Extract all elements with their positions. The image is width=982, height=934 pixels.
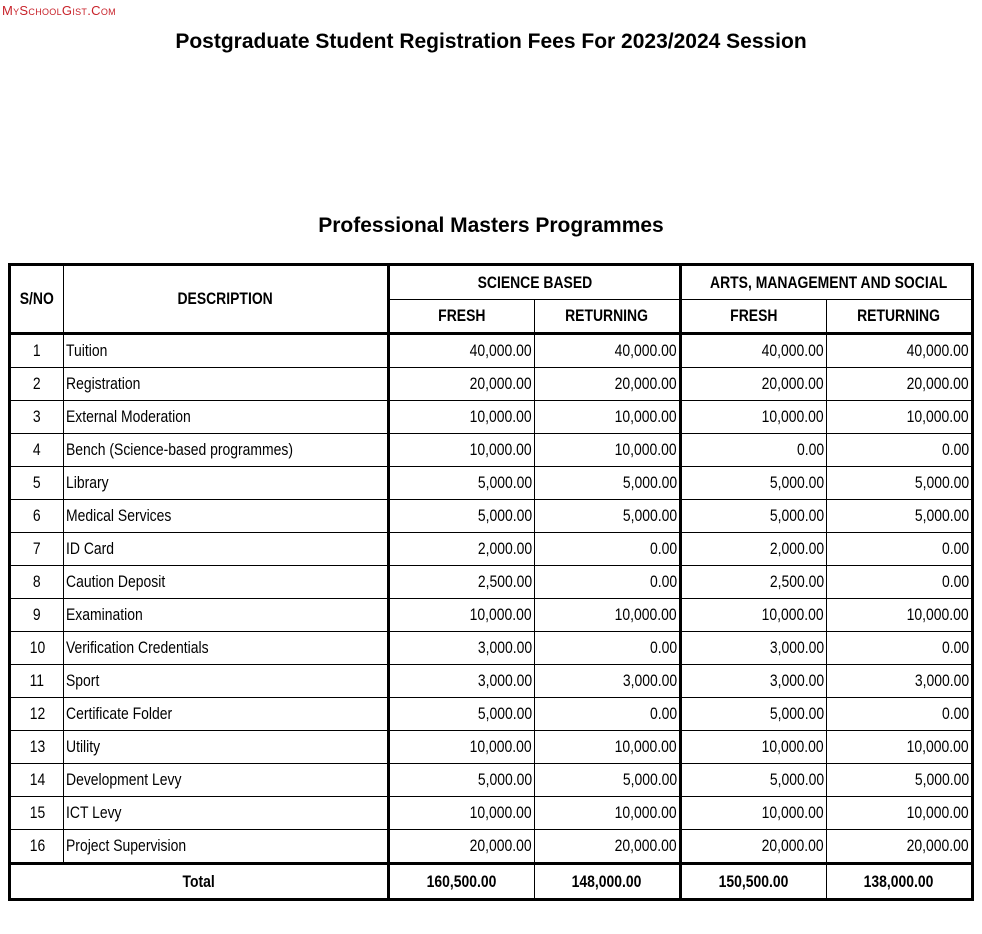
row-science-returning: 0.00 — [535, 698, 681, 731]
row-arts-returning: 5,000.00 — [827, 500, 973, 533]
row-arts-fresh: 2,500.00 — [681, 566, 827, 599]
row-arts-fresh: 5,000.00 — [681, 467, 827, 500]
row-science-fresh: 3,000.00 — [389, 665, 535, 698]
row-arts-returning: 20,000.00 — [827, 830, 973, 864]
row-description: Development Levy — [64, 764, 389, 797]
row-arts-fresh: 2,000.00 — [681, 533, 827, 566]
table-row — [10, 533, 973, 566]
table-row — [10, 698, 973, 731]
row-sno: 8 — [10, 566, 64, 599]
row-sno: 4 — [10, 434, 64, 467]
row-science-returning: 40,000.00 — [535, 334, 681, 368]
row-sno: 9 — [10, 599, 64, 632]
total-arts-returning: 138,000.00 — [827, 864, 973, 900]
row-science-returning: 10,000.00 — [535, 434, 681, 467]
table-row — [10, 368, 973, 401]
row-science-returning: 10,000.00 — [535, 731, 681, 764]
table-row — [10, 334, 973, 368]
row-arts-fresh: 5,000.00 — [681, 764, 827, 797]
row-arts-returning: 20,000.00 — [827, 368, 973, 401]
row-arts-returning: 40,000.00 — [827, 334, 973, 368]
row-sno: 3 — [10, 401, 64, 434]
row-science-returning: 5,000.00 — [535, 764, 681, 797]
row-science-returning: 20,000.00 — [535, 368, 681, 401]
row-sno: 10 — [10, 632, 64, 665]
row-arts-returning: 3,000.00 — [827, 665, 973, 698]
row-science-fresh: 10,000.00 — [389, 401, 535, 434]
row-science-fresh: 2,000.00 — [389, 533, 535, 566]
row-arts-fresh: 20,000.00 — [681, 368, 827, 401]
row-description: Examination — [64, 599, 389, 632]
header-sno: S/NO — [10, 265, 64, 334]
header-science-fresh: FRESH — [389, 300, 535, 334]
row-science-returning: 3,000.00 — [535, 665, 681, 698]
row-arts-fresh: 10,000.00 — [681, 731, 827, 764]
header-arts-fresh: FRESH — [681, 300, 827, 334]
row-arts-returning: 0.00 — [827, 566, 973, 599]
page-title: Postgraduate Student Registration Fees For 2023/2024 Session — [175, 30, 807, 53]
row-science-fresh: 40,000.00 — [389, 334, 535, 368]
row-description: Medical Services — [64, 500, 389, 533]
table-header-row — [10, 265, 973, 300]
total-arts-fresh: 150,500.00 — [681, 864, 827, 900]
table-row — [10, 500, 973, 533]
row-arts-returning: 0.00 — [827, 632, 973, 665]
row-science-fresh: 3,000.00 — [389, 632, 535, 665]
row-sno: 13 — [10, 731, 64, 764]
row-description: Project Supervision — [64, 830, 389, 864]
row-science-returning: 20,000.00 — [535, 830, 681, 864]
row-description: Bench (Science-based programmes) — [64, 434, 389, 467]
table-row — [10, 764, 973, 797]
row-arts-returning: 10,000.00 — [827, 401, 973, 434]
row-arts-fresh: 10,000.00 — [681, 401, 827, 434]
header-description: DESCRIPTION — [64, 265, 389, 334]
table-row — [10, 731, 973, 764]
row-description: External Moderation — [64, 401, 389, 434]
watermark: MySchoolGist.Com — [2, 3, 116, 18]
table-row — [10, 599, 973, 632]
row-arts-fresh: 0.00 — [681, 434, 827, 467]
row-science-fresh: 10,000.00 — [389, 731, 535, 764]
row-sno: 1 — [10, 334, 64, 368]
row-science-returning: 0.00 — [535, 533, 681, 566]
fees-table — [8, 263, 974, 901]
row-description: ICT Levy — [64, 797, 389, 830]
table-row — [10, 665, 973, 698]
row-arts-returning: 0.00 — [827, 434, 973, 467]
header-arts-management-social: ARTS, MANAGEMENT AND SOCIAL — [681, 265, 973, 300]
row-arts-fresh: 3,000.00 — [681, 665, 827, 698]
total-science-returning: 148,000.00 — [535, 864, 681, 900]
total-label: Total — [10, 864, 389, 900]
row-science-fresh: 5,000.00 — [389, 698, 535, 731]
row-science-returning: 5,000.00 — [535, 467, 681, 500]
row-science-fresh: 10,000.00 — [389, 599, 535, 632]
row-description: Caution Deposit — [64, 566, 389, 599]
row-science-returning: 10,000.00 — [535, 797, 681, 830]
row-arts-returning: 0.00 — [827, 698, 973, 731]
table-row — [10, 830, 973, 864]
row-description: Tuition — [64, 334, 389, 368]
row-science-fresh: 10,000.00 — [389, 797, 535, 830]
total-science-fresh: 160,500.00 — [389, 864, 535, 900]
row-arts-fresh: 20,000.00 — [681, 830, 827, 864]
row-description: Sport — [64, 665, 389, 698]
header-science-returning: RETURNING — [535, 300, 681, 334]
row-science-returning: 0.00 — [535, 632, 681, 665]
row-arts-fresh: 5,000.00 — [681, 698, 827, 731]
table-row — [10, 632, 973, 665]
row-sno: 6 — [10, 500, 64, 533]
row-science-fresh: 5,000.00 — [389, 764, 535, 797]
table-row — [10, 797, 973, 830]
table-row — [10, 434, 973, 467]
row-description: Library — [64, 467, 389, 500]
row-sno: 16 — [10, 830, 64, 864]
row-arts-returning: 10,000.00 — [827, 797, 973, 830]
row-arts-returning: 0.00 — [827, 533, 973, 566]
row-science-returning: 0.00 — [535, 566, 681, 599]
row-sno: 15 — [10, 797, 64, 830]
row-sno: 7 — [10, 533, 64, 566]
header-science-based: SCIENCE BASED — [389, 265, 681, 300]
row-description: Utility — [64, 731, 389, 764]
row-science-fresh: 5,000.00 — [389, 467, 535, 500]
table-row — [10, 467, 973, 500]
row-arts-returning: 10,000.00 — [827, 731, 973, 764]
row-arts-fresh: 3,000.00 — [681, 632, 827, 665]
table-row — [10, 401, 973, 434]
row-sno: 11 — [10, 665, 64, 698]
row-sno: 14 — [10, 764, 64, 797]
table-row — [10, 566, 973, 599]
row-science-returning: 10,000.00 — [535, 401, 681, 434]
header-arts-returning: RETURNING — [827, 300, 973, 334]
row-description: ID Card — [64, 533, 389, 566]
row-description: Verification Credentials — [64, 632, 389, 665]
row-arts-fresh: 5,000.00 — [681, 500, 827, 533]
section-title: Professional Masters Programmes — [318, 214, 664, 237]
row-sno: 12 — [10, 698, 64, 731]
row-arts-fresh: 10,000.00 — [681, 599, 827, 632]
row-description: Certificate Folder — [64, 698, 389, 731]
row-arts-fresh: 10,000.00 — [681, 797, 827, 830]
row-arts-returning: 10,000.00 — [827, 599, 973, 632]
row-arts-returning: 5,000.00 — [827, 764, 973, 797]
row-science-fresh: 2,500.00 — [389, 566, 535, 599]
row-science-fresh: 5,000.00 — [389, 500, 535, 533]
row-science-fresh: 20,000.00 — [389, 368, 535, 401]
row-description: Registration — [64, 368, 389, 401]
row-science-fresh: 10,000.00 — [389, 434, 535, 467]
row-science-returning: 10,000.00 — [535, 599, 681, 632]
row-sno: 2 — [10, 368, 64, 401]
row-science-returning: 5,000.00 — [535, 500, 681, 533]
row-science-fresh: 20,000.00 — [389, 830, 535, 864]
row-sno: 5 — [10, 467, 64, 500]
row-arts-fresh: 40,000.00 — [681, 334, 827, 368]
row-arts-returning: 5,000.00 — [827, 467, 973, 500]
total-row — [10, 864, 973, 900]
